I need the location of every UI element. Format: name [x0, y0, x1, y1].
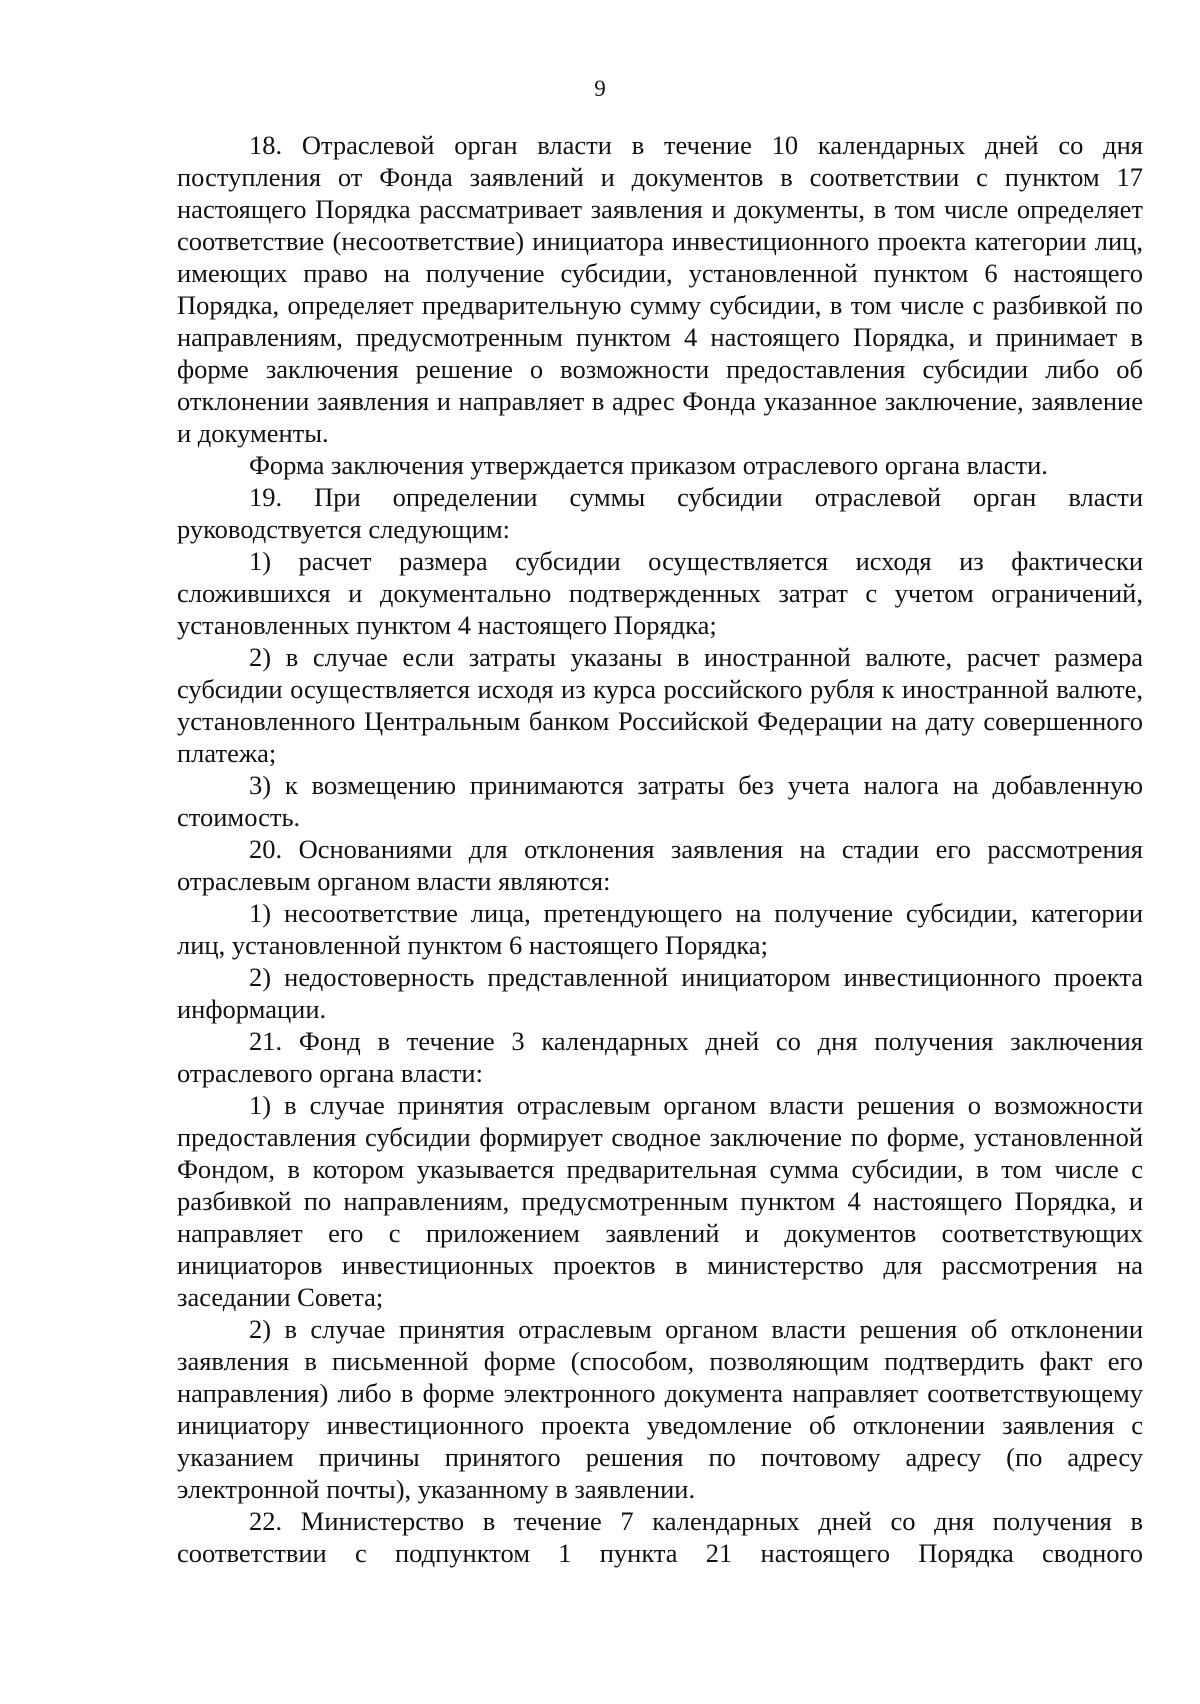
paragraph-19: 19. При определении суммы субсидии отраслевой орган власти руководствуется следующим:	[177, 482, 1143, 544]
paragraph-21: 21. Фонд в течение 3 календарных дней со дня получения заключения отраслевого органа власти:	[177, 1026, 1143, 1088]
paragraph-20-item-1: 1) несоответствие лица, претендующего на получение субсидии, категории лиц, установленной пунктом 6 настоящего Порядка;	[177, 898, 1143, 960]
paragraph-20: 20. Основаниями для отклонения заявления на стадии его рассмотрения отраслевым органом власти являются:	[177, 834, 1143, 896]
paragraph-21-item-2: 2) в случае принятия отраслевым органом власти решения об отклонении заявления в письменной форме (способом, позволяющим подтвердить факт его направления) либо в форме электронного документа направляет соответствующему инициатору инвестиционного проекта уведомление об отклонении заявления с указанием причины принятого решения по почтовому адресу (по адресу электронной почты), указанному в заявлении.	[177, 1314, 1143, 1504]
paragraph-18: 18. Отраслевой орган власти в течение 10 календарных дней со дня поступления от Фонда заявлений и документов в соответствии с пунктом 17 настоящего Порядка рассматривает заявления и документы, в том числе определяет соответствие (несоответствие) инициатора инвестиционного проекта категории лиц, имеющих право на получение субсидии, установленной пунктом 6 настоящего Порядка, определяет предварительную сумму субсидии, в том числе с разбивкой по направлениям, предусмотренным пунктом 4 настоящего Порядка, и принимает в форме заключения решение о возможности предоставления субсидии либо об отклонении заявления и направляет в адрес Фонда указанное заключение, заявление и документы.	[177, 130, 1143, 448]
paragraph-22: 22. Министерство в течение 7 календарных дней со дня получения в соответствии с подпунктом 1 пункта 21 настоящего Порядка сводного	[177, 1506, 1143, 1568]
paragraph-20-item-2: 2) недостоверность представленной инициатором инвестиционного проекта информации.	[177, 962, 1143, 1024]
paragraph-19-item-2: 2) в случае если затраты указаны в иностранной валюте, расчет размера субсидии осуществляется исходя из курса российского рубля к иностранной валюте, установленного Центральным банком Российской Федерации на дату совершенного платежа;	[177, 642, 1143, 768]
document-body	[177, 129, 1143, 1569]
paragraph-form-note: Форма заключения утверждается приказом отраслевого органа власти.	[249, 450, 1048, 480]
paragraph-21-item-1: 1) в случае принятия отраслевым органом власти решения о возможности предоставления субсидии формирует сводное заключение по форме, установленной Фондом, в котором указывается предварительная сумма субсидии, в том числе с разбивкой по направлениям, предусмотренным пунктом 4 настоящего Порядка, и направляет его с приложением заявлений и документов соответствующих инициаторов инвестиционных проектов в министерство для рассмотрения на заседании Совета;	[177, 1090, 1143, 1312]
paragraph-19-item-1: 1) расчет размера субсидии осуществляется исходя из фактически сложившихся и документально подтвержденных затрат с учетом ограничений, установленных пунктом 4 настоящего Порядка;	[177, 546, 1143, 640]
paragraph-19-item-3: 3) к возмещению принимаются затраты без учета налога на добавленную стоимость.	[177, 770, 1143, 832]
page-number: 9	[594, 76, 606, 101]
